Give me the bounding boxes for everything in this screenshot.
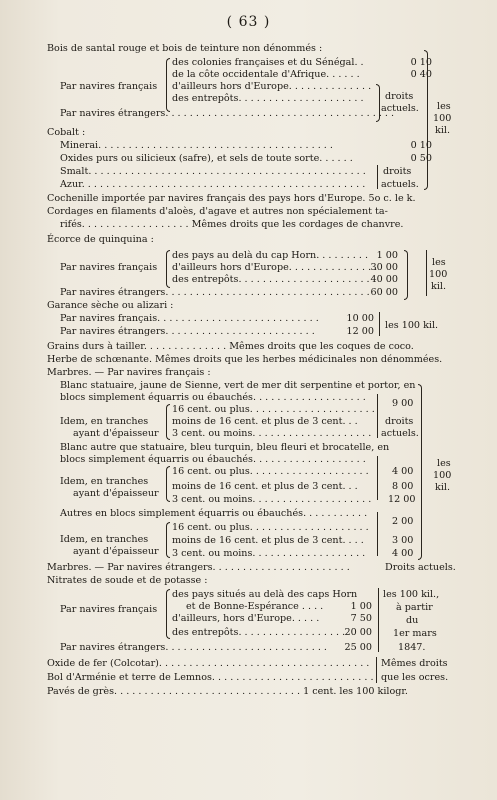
label-par-navires-francais: Par navires français <box>60 262 158 273</box>
text-line: d'ailleurs, hors d'Europe. . . . . <box>172 613 320 624</box>
text-line: Marbres. — Par navires étrangers. . . . . . . . . . . . . . . . . . . . . . . <box>47 562 350 573</box>
value: 1847. <box>398 642 426 653</box>
value: 30 00 <box>370 262 398 273</box>
text-line: des pays situés au delà des caps Horn <box>172 589 358 600</box>
text-line: 3 cent. ou moins. . . . . . . . . . . . . . . . . . . . <box>172 494 372 505</box>
label-idem-en-tranches: Idem, en tranches <box>60 416 149 427</box>
text-line: 3 cent. ou moins. . . . . . . . . . . . . . . . . . . <box>172 548 366 559</box>
heading: Nitrates de soude et de potasse : <box>47 575 208 586</box>
text-line: Cordages en filaments d'aloès, d'agave et autres non spécialement ta- <box>47 206 388 217</box>
text-line: Smalt. . . . . . . . . . . . . . . . . . . . . . . . . . . . . . . . . . . . . . . . . . . . . . <box>60 166 366 177</box>
text-line: des pays au delà du cap Horn. . . . . . . . . <box>172 250 369 261</box>
rule <box>379 312 380 336</box>
value: kil. <box>431 281 446 292</box>
value: les <box>432 257 446 268</box>
label-idem-en-tranches: Idem, en tranches <box>60 476 149 487</box>
heading-bois-de-santal: Bois de santal rouge et bois de teinture non dénommés : <box>47 43 323 54</box>
text-line: Oxide de fer (Colcotar). . . . . . . . . . . . . . . . . . . . . . . . . . . . . . . . . . . <box>47 658 370 669</box>
left-brace <box>166 404 170 440</box>
text-line: rifés. . . . . . . . . . . . . . . . . . Mêmes droits que les cordages de chanvre. <box>60 219 404 230</box>
value: à partir <box>396 602 433 613</box>
value: que les ocres. <box>381 672 449 683</box>
rule <box>377 165 378 189</box>
text-line: Par navires étrangers. . . . . . . . . . . . . . . . . . . . . . . . . . . . . . . . . . . . . . <box>60 108 395 119</box>
value: 7 50 <box>350 613 372 624</box>
value: 100 <box>433 113 452 124</box>
value: droits <box>385 416 414 427</box>
text-line: moins de 16 cent. et plus de 3 cent. . . <box>172 416 358 427</box>
text-line: des entrepôts. . . . . . . . . . . . . . . . . . <box>172 627 346 638</box>
text-line: Azur. . . . . . . . . . . . . . . . . . . . . . . . . . . . . . . . . . . . . . . . . . . . . . . <box>60 179 366 190</box>
value: Mêmes droits <box>381 658 448 669</box>
left-brace <box>166 466 170 502</box>
text-line: 16 cent. ou plus. . . . . . . . . . . . . . . . . . . . <box>172 466 369 477</box>
text-line: d'ailleurs hors d'Europe. . . . . . . . . . . . . . . <box>172 262 378 273</box>
value: kil. <box>435 125 450 136</box>
value: 12 00 <box>346 326 374 337</box>
value: 0 40 <box>410 69 432 80</box>
heading: Marbres. — Par navires français : <box>47 367 211 378</box>
text-line: moins de 16 cent. et plus de 3 cent. . . <box>172 481 358 492</box>
text-line: 3 cent. ou moins. . . . . . . . . . . . . . . . . . . . <box>172 428 372 439</box>
text-line: Par navires étrangers. . . . . . . . . . . . . . . . . . . . . . . . . . . <box>60 642 327 653</box>
value: 25 00 <box>344 642 372 653</box>
text-line: Par navires étrangers. . . . . . . . . . . . . . . . . . . . . . . . . . . . . . . . . . <box>60 287 370 298</box>
value: 12 00 <box>388 494 416 505</box>
value: 4 00 <box>392 548 414 559</box>
value: les <box>437 101 451 112</box>
text-line: moins de 16 cent. et plus de 3 cent. . . . <box>172 535 364 546</box>
value: kil. <box>435 482 450 493</box>
rule <box>376 657 377 683</box>
rule <box>426 250 427 296</box>
right-brace <box>424 50 428 190</box>
value: 1 00 <box>350 601 372 612</box>
value: 100 <box>429 269 448 280</box>
text-line: Blanc statuaire, jaune de Sienne, vert de mer dit serpentine et portor, en <box>60 380 416 391</box>
value: Droits actuels. <box>385 562 456 573</box>
text-line: Par navires français. . . . . . . . . . . . . . . . . . . . . . . . . . . <box>60 313 319 324</box>
value: actuels. <box>381 179 419 190</box>
text-line: Grains durs à tailler. . . . . . . . . . . . . . Mêmes droits que les coques de coco. <box>47 341 414 352</box>
value: 20 00 <box>344 627 372 638</box>
value: les 100 kil., <box>383 589 440 600</box>
heading: Garance sèche ou alizari : <box>47 300 174 311</box>
text-line: Herbe de schœnante. Mêmes droits que les herbes médicinales non dénommées. <box>47 354 443 365</box>
heading: Écorce de quinquina : <box>47 234 154 245</box>
text-line: Bol d'Arménie et terre de Lemnos. . . . . . . . . . . . . . . . . . . . . . . . . . . <box>47 672 374 683</box>
left-brace <box>166 250 170 288</box>
text-line: des entrepôts. . . . . . . . . . . . . . . . . . . . . . <box>172 274 370 285</box>
value: 0 10 <box>410 140 432 151</box>
value: droits <box>383 166 412 177</box>
left-brace <box>166 522 170 558</box>
left-brace <box>166 58 170 112</box>
text-line: d'ailleurs hors d'Europe. . . . . . . . . . . . . . <box>172 81 372 92</box>
right-brace <box>376 84 380 122</box>
value: 0 50 <box>410 153 432 164</box>
value: du <box>406 615 419 626</box>
text-line: 16 cent. ou plus. . . . . . . . . . . . . . . . . . . . . <box>172 404 375 415</box>
value: 2 00 <box>392 516 414 527</box>
text-line: Cochenille importée par navires français des pays hors d'Europe. 5o c. le k. <box>47 193 416 204</box>
label-ayant-d-epaisseur: ayant d'épaisseur <box>73 546 159 557</box>
value: 4 00 <box>392 466 414 477</box>
right-brace <box>418 384 422 560</box>
text-line: Autres en blocs simplement équarris ou ébauchés. . . . . . . . . . . <box>60 508 368 519</box>
rule <box>377 456 378 500</box>
value: les 100 kil. <box>385 320 439 331</box>
page-number: ( 63 ) <box>226 14 271 30</box>
value: 40 00 <box>370 274 398 285</box>
text-line: blocs simplement équarris ou ébauchés. . . . . . . . . . . . . . . . . . . <box>60 454 366 465</box>
text-line: Blanc autre que statuaire, bleu turquin, bleu fleuri et brocatelle, en <box>60 442 390 453</box>
value: 9 00 <box>392 398 414 409</box>
value: actuels. <box>381 103 419 114</box>
value: 10 00 <box>346 313 374 324</box>
text-line: 16 cent. ou plus. . . . . . . . . . . . . . . . . . . . <box>172 522 369 533</box>
value: actuels. <box>381 428 419 439</box>
label-par-navires-francais: Par navires français <box>60 81 158 92</box>
text-line: de la côte occidentale d'Afrique. . . . . . <box>172 69 360 80</box>
text-line: Pavés de grès. . . . . . . . . . . . . . . . . . . . . . . . . . . . . . . 1 cent. les 100 kilogr. <box>47 686 408 697</box>
rule <box>377 394 378 438</box>
value: 8 00 <box>392 481 414 492</box>
text-line: blocs simplement équarris ou ébauchés. . . . . . . . . . . . . . . . . . . <box>60 392 366 403</box>
right-brace <box>404 250 408 300</box>
value: les <box>437 458 451 469</box>
value: 60 00 <box>370 287 398 298</box>
label-ayant-d-epaisseur: ayant d'épaisseur <box>73 428 159 439</box>
rule <box>378 588 379 652</box>
text-line: Par navires étrangers. . . . . . . . . . . . . . . . . . . . . . . . . <box>60 326 315 337</box>
text-line: Oxides purs ou silicieux (safre), et sels de toute sorte. . . . . . <box>60 153 353 164</box>
label-par-navires-francais: Par navires français <box>60 604 158 615</box>
rule <box>377 512 378 556</box>
text-line: Minerai. . . . . . . . . . . . . . . . . . . . . . . . . . . . . . . . . . . . . . . <box>60 140 333 151</box>
value: 1er mars <box>393 628 437 639</box>
value: droits <box>385 91 414 102</box>
heading: Cobalt : <box>47 127 86 138</box>
value: 3 00 <box>392 535 414 546</box>
text-line: et de Bonne-Espérance . . . . <box>186 601 324 612</box>
value: 100 <box>433 470 452 481</box>
label-idem-en-tranches: Idem, en tranches <box>60 534 149 545</box>
value: 0 10 <box>410 57 432 68</box>
text-line: des colonies françaises et du Sénégal. . <box>172 57 364 68</box>
text-line: des entrepôts. . . . . . . . . . . . . . . . . . . . . <box>172 93 364 104</box>
value: 1 00 <box>376 250 398 261</box>
label-ayant-d-epaisseur: ayant d'épaisseur <box>73 488 159 499</box>
left-brace <box>166 589 170 639</box>
